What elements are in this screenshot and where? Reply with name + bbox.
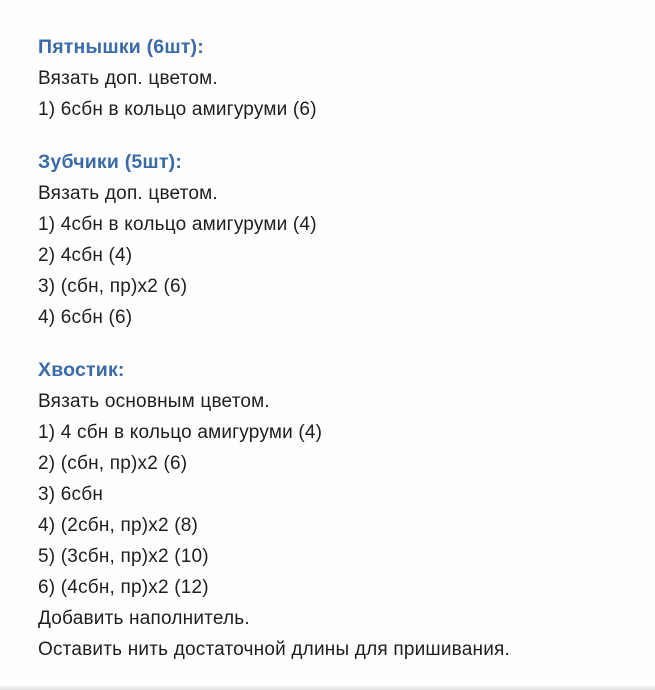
pattern-line: Вязать доп. цветом.: [38, 68, 218, 89]
pattern-line: 1) 4 сбн в кольцо амигуруми (4): [38, 422, 323, 443]
pattern-line: 2) (сбн, пр)х2 (6): [38, 453, 188, 474]
pattern-line: 2) 4сбн (4): [38, 245, 133, 266]
bottom-edge-shadow: [0, 685, 655, 690]
pattern-line: Оставить нить достаточной длины для пришивания.: [38, 639, 510, 660]
pattern-line: 6) (4сбн, пр)х2 (12): [38, 577, 209, 598]
pattern-line: 5) (3сбн, пр)х2 (10): [38, 546, 209, 567]
section-heading-spots: Пятнышки (6шт):: [38, 36, 204, 58]
section-teeth: [38, 151, 625, 328]
pattern-line: Вязать основным цветом.: [38, 391, 270, 412]
pattern-line: Вязать доп. цветом.: [38, 183, 218, 204]
pattern-line: Добавить наполнитель.: [38, 608, 250, 629]
pattern-line: 3) (сбн, пр)х2 (6): [38, 276, 188, 297]
pattern-line: 3) 6сбн: [38, 484, 104, 505]
section-tail: [38, 359, 625, 660]
pattern-line: 1) 4сбн в кольцо амигуруми (4): [38, 214, 317, 235]
pattern-line: 4) (2сбн, пр)х2 (8): [38, 515, 199, 536]
pattern-line: 4) 6сбн (6): [38, 307, 133, 328]
section-heading-teeth: Зубчики (5шт):: [38, 151, 183, 173]
section-heading-tail: Хвостик:: [38, 359, 125, 381]
section-spots: [38, 36, 625, 120]
pattern-line: 1) 6сбн в кольцо амигуруми (6): [38, 99, 317, 120]
